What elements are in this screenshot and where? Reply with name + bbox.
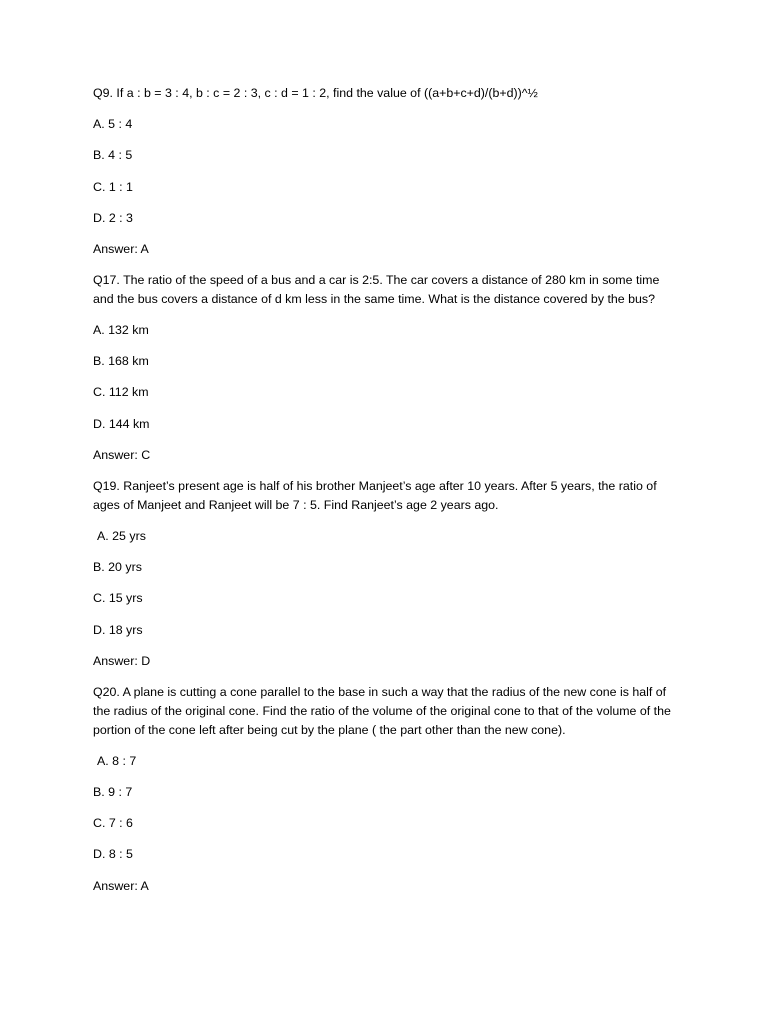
- q17-option-a: A. 132 km: [93, 323, 149, 338]
- q20-option-a: A. 8 : 7: [97, 753, 137, 768]
- q20-option-b: B. 9 : 7: [93, 784, 133, 799]
- q20-option-c: C. 7 : 6: [93, 816, 133, 831]
- q17-answer: Answer: C: [93, 447, 151, 462]
- q19-option-b: B. 20 yrs: [93, 560, 142, 575]
- q9-option-d: D. 2 : 3: [93, 210, 133, 225]
- q17-option-b: B. 168 km: [93, 354, 149, 369]
- q19-option-a: A. 25 yrs: [97, 529, 146, 544]
- document-content: [93, 84, 678, 908]
- q9-option-b: B. 4 : 5: [93, 148, 133, 163]
- q9-answer: Answer: A: [93, 241, 149, 256]
- q20-option-d: D. 8 : 5: [93, 847, 133, 862]
- q19-option-d: D. 18 yrs: [93, 622, 143, 637]
- q17-option-c: C. 112 km: [93, 385, 149, 400]
- q20-answer: Answer: A: [93, 878, 149, 893]
- q19-option-c: C. 15 yrs: [93, 591, 143, 606]
- question-q9-text: Q9. If a : b = 3 : 4, b : c = 2 : 3, c : d = 1 : 2, find the value of ((a+b+c+d)/(b+d))^½: [93, 86, 538, 100]
- q19-answer: Answer: D: [93, 653, 151, 668]
- q9-option-a: A. 5 : 4: [93, 117, 133, 132]
- question-q19-text: Q19. Ranjeet’s present age is half of his brother Manjeet’s age after 10 years. After 5 years, the ratio of ages of Manjeet and Ranjeet will be 7 : 5. Find Ranjeet’s age 2 years ago.: [93, 479, 657, 512]
- question-q20-text: Q20. A plane is cutting a cone parallel to the base in such a way that the radius of the new cone is half of the radius of the original cone. Find the ratio of the volume of the original cone to that of the volume of the portion of the cone left after being cut by the plane ( the part other than the new cone).: [93, 684, 671, 737]
- q9-option-c: C. 1 : 1: [93, 179, 133, 194]
- q17-option-d: D. 144 km: [93, 416, 150, 431]
- question-q17-text: Q17. The ratio of the speed of a bus and a car is 2:5. The car covers a distance of 280 km in some time and the bus covers a distance of d km less in the same time. What is the distance covered by the bus?: [93, 273, 660, 306]
